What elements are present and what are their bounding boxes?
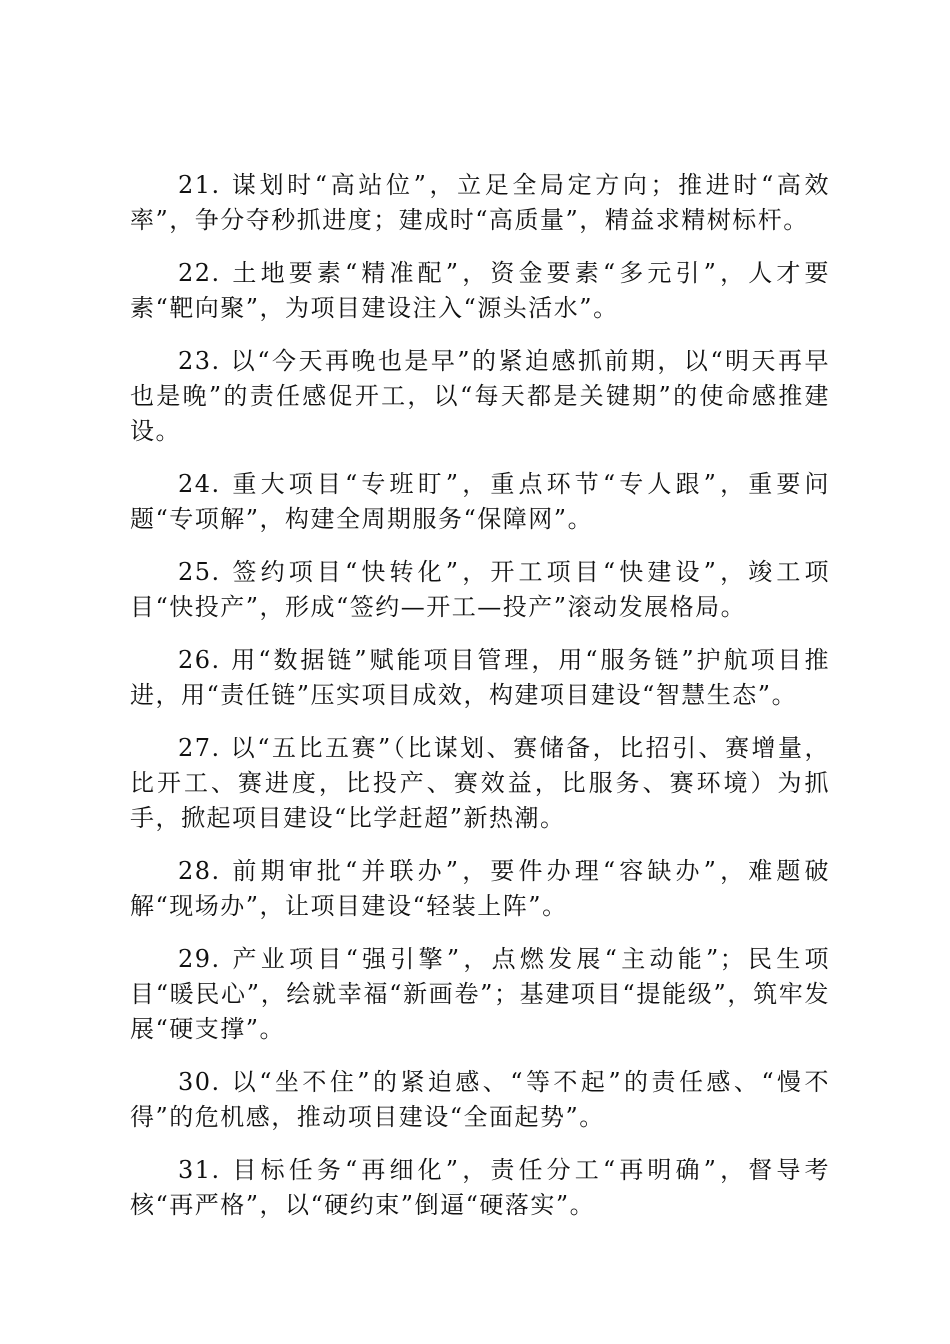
paragraph-23: 23. 以“今天再晚也是早”的紧迫感抓前期，以“明天再早也是晚”的责任感促开工，以“每天都是关键期”的使命感推建设。 — [130, 347, 830, 445]
paragraph-21: 21. 谋划时“高站位”，立足全局定方向；推进时“高效率”，争分夺秒抓进度；建成时“高质量”，精益求精树标杆。 — [130, 171, 830, 234]
paragraph-22: 22. 土地要素“精准配”，资金要素“多元引”，人才要素“靶向聚”，为项目建设注入“源头活水”。 — [130, 259, 830, 322]
document-body — [130, 168, 830, 1241]
paragraph-26: 26. 用“数据链”赋能项目管理，用“服务链”护航项目推进，用“责任链”压实项目成效，构建项目建设“智慧生态”。 — [130, 646, 830, 709]
paragraph-29: 29. 产业项目“强引擎”，点燃发展“主动能”；民生项目“暖民心”，绘就幸福“新画卷”；基建项目“提能级”，筑牢发展“硬支撑”。 — [130, 945, 830, 1043]
paragraph-24: 24. 重大项目“专班盯”，重点环节“专人跟”，重要问题“专项解”，构建全周期服务“保障网”。 — [130, 470, 830, 533]
paragraph-28: 28. 前期审批“并联办”，要件办理“容缺办”，难题破解“现场办”，让项目建设“轻装上阵”。 — [130, 857, 830, 920]
paragraph-31: 31. 目标任务“再细化”，责任分工“再明确”，督导考核“再严格”，以“硬约束”倒逼“硬落实”。 — [130, 1156, 830, 1219]
paragraph-27: 27. 以“五比五赛”（比谋划、赛储备，比招引、赛增量，比开工、赛进度，比投产、赛效益，比服务、赛环境）为抓手，掀起项目建设“比学赶超”新热潮。 — [130, 734, 830, 832]
paragraph-25: 25. 签约项目“快转化”，开工项目“快建设”，竣工项目“快投产”，形成“签约—开工—投产”滚动发展格局。 — [130, 558, 830, 621]
paragraph-30: 30. 以“坐不住”的紧迫感、“等不起”的责任感、“慢不得”的危机感，推动项目建设“全面起势”。 — [130, 1068, 830, 1131]
